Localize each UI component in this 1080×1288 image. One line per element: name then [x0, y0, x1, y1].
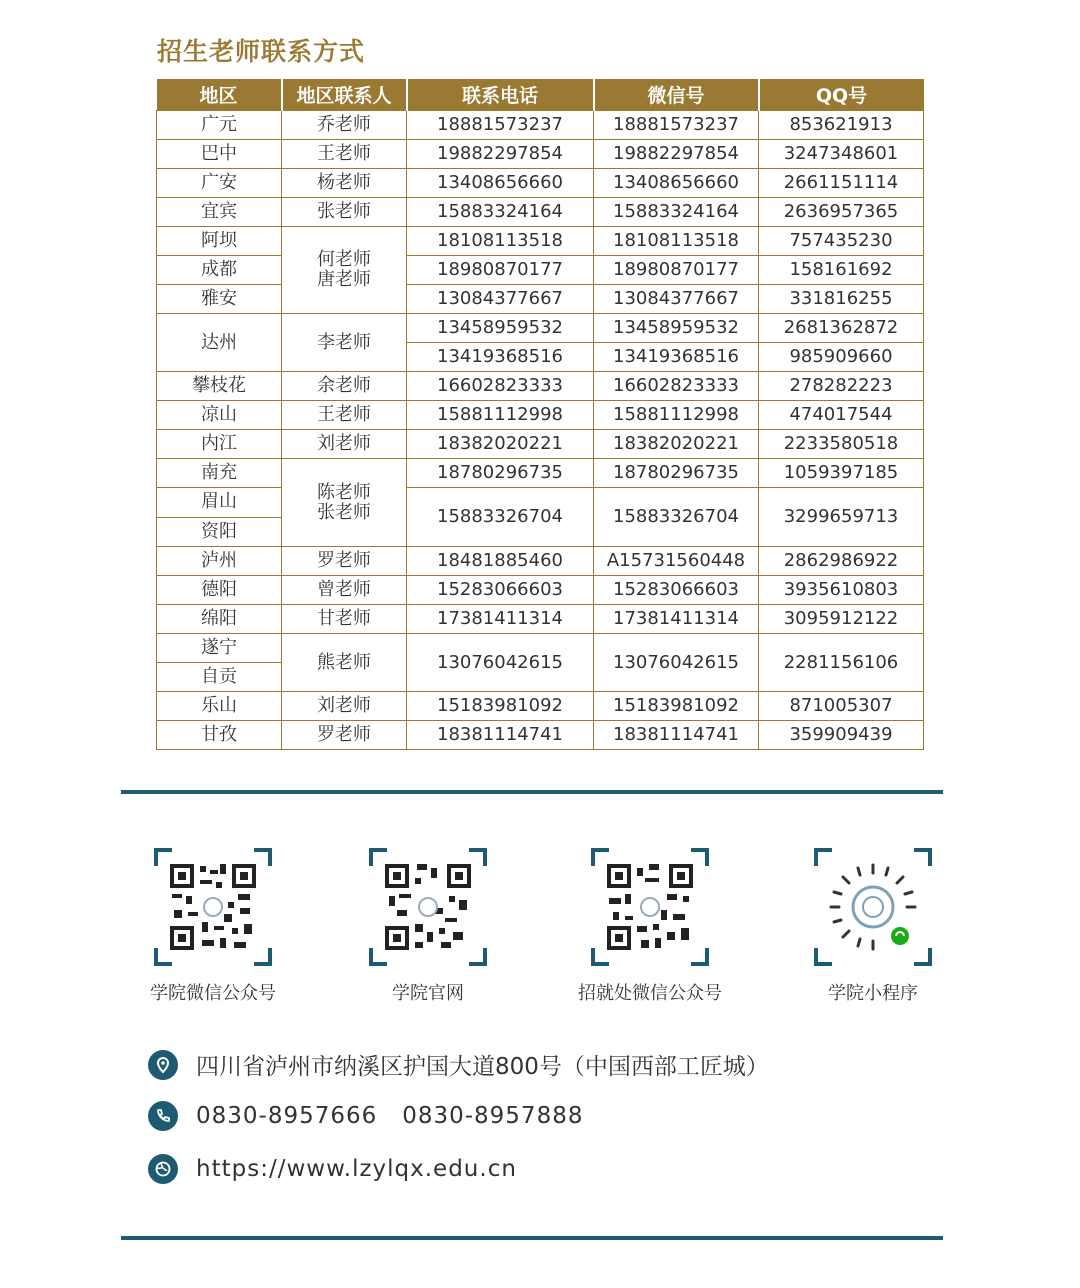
table-row [157, 372, 924, 401]
qq-cell: 757435230 [759, 227, 924, 256]
contact-cell [282, 401, 407, 430]
phone-cell: 19882297854 [407, 140, 594, 169]
qq-cell: 2681362872 [759, 314, 924, 343]
qr-code-icon [369, 848, 487, 966]
contact-cell [282, 111, 407, 140]
phone-icon [148, 1101, 178, 1131]
phone-cell: 18481885460 [407, 547, 594, 576]
contact-cell [282, 372, 407, 401]
region-name: 广元 [201, 114, 237, 136]
region-cell [157, 692, 282, 721]
contact-name: 陈老师 [317, 481, 371, 503]
region-name: 巴中 [201, 143, 237, 165]
table-row [157, 227, 924, 256]
table-row [157, 430, 924, 459]
region-name: 阿坝 [201, 230, 237, 252]
qr-website [328, 848, 528, 1005]
contact-name: 王老师 [317, 143, 371, 165]
qq-cell: 2862986922 [759, 547, 924, 576]
wechat-cell: 13408656660 [594, 169, 759, 198]
contact-cell [282, 605, 407, 634]
region-name: 德阳 [201, 579, 237, 601]
contact-name: 杨老师 [317, 172, 371, 194]
website-link[interactable]: https://www.lzylqx.edu.cn [196, 1156, 517, 1182]
region-name: 遂宁 [201, 637, 237, 659]
wechat-cell: 16602823333 [594, 372, 759, 401]
region-name: 成都 [201, 259, 237, 281]
section-divider-top [121, 790, 943, 794]
table-row [157, 547, 924, 576]
wechat-cell: 13076042615 [594, 634, 759, 692]
contact-table [156, 79, 924, 750]
qr-mini-program [773, 848, 973, 1005]
qq-cell: 331816255 [759, 285, 924, 314]
table-row [157, 140, 924, 169]
contact-name: 甘老师 [317, 608, 371, 630]
region-name: 凉山 [201, 404, 237, 426]
region-cell [157, 721, 282, 750]
contact-name: 唐老师 [317, 269, 371, 290]
header-qq: QQ号 [759, 79, 924, 111]
contact-name: 李老师 [317, 331, 371, 353]
qq-cell: 985909660 [759, 343, 924, 372]
wechat-cell: 13084377667 [594, 285, 759, 314]
location-pin-icon [148, 1050, 178, 1080]
region-name: 宜宾 [201, 201, 237, 223]
contact-cell [282, 459, 407, 547]
wechat-cell: 13458959532 [594, 314, 759, 343]
phone-cell: 13458959532 [407, 314, 594, 343]
qq-cell: 2233580518 [759, 430, 924, 459]
region-name: 甘孜 [201, 724, 237, 746]
region-cell [157, 634, 282, 663]
contact-name: 王老师 [317, 404, 371, 426]
phone-cell: 18382020221 [407, 430, 594, 459]
region-cell [157, 227, 282, 256]
qq-cell: 3299659713 [759, 488, 924, 547]
table-row [157, 692, 924, 721]
phone-cell: 13076042615 [407, 634, 594, 692]
contact-cell [282, 314, 407, 372]
phone-cell: 18108113518 [407, 227, 594, 256]
phone-cell: 15881112998 [407, 401, 594, 430]
section-divider-bottom [121, 1236, 943, 1240]
qq-cell: 2661151114 [759, 169, 924, 198]
phone-cell: 17381411314 [407, 605, 594, 634]
region-cell [157, 459, 282, 488]
phone-cell: 13419368516 [407, 343, 594, 372]
contact-name: 乔老师 [317, 114, 371, 136]
wechat-cell: 18780296735 [594, 459, 759, 488]
region-name: 广安 [201, 172, 237, 194]
region-cell [157, 488, 282, 547]
region-name: 乐山 [201, 695, 237, 717]
qr-label: 学院官网 [392, 983, 464, 1004]
phone-cell: 15183981092 [407, 692, 594, 721]
qq-cell: 278282223 [759, 372, 924, 401]
contact-cell [282, 430, 407, 459]
table-row [157, 459, 924, 488]
qr-label: 招就处微信公众号 [578, 983, 722, 1004]
region-name: 南充 [201, 462, 237, 484]
phone-cell: 15883326704 [407, 488, 594, 547]
table-row [157, 314, 924, 343]
address-row [148, 1048, 769, 1081]
region-name: 绵阳 [201, 608, 237, 630]
phone-cell: 16602823333 [407, 372, 594, 401]
region-name: 雅安 [201, 288, 237, 310]
region-name: 眉山 [157, 488, 281, 518]
region-cell [157, 314, 282, 372]
wechat-cell: A15731560448 [594, 547, 759, 576]
mini-program-code-icon [814, 848, 932, 966]
qq-cell: 871005307 [759, 692, 924, 721]
table-row [157, 111, 924, 140]
qq-cell: 474017544 [759, 401, 924, 430]
contact-name: 余老师 [317, 375, 371, 397]
phone-cell: 13408656660 [407, 169, 594, 198]
table-row [157, 256, 924, 285]
contact-cell [282, 576, 407, 605]
wechat-cell: 15283066603 [594, 576, 759, 605]
qq-cell: 3247348601 [759, 140, 924, 169]
region-name: 资阳 [201, 520, 237, 542]
contact-name: 罗老师 [317, 724, 371, 746]
region-cell [157, 111, 282, 140]
wechat-cell: 18381114741 [594, 721, 759, 750]
table-row [157, 721, 924, 750]
contact-cell [282, 721, 407, 750]
wechat-cell: 19882297854 [594, 140, 759, 169]
wechat-cell: 17381411314 [594, 605, 759, 634]
wechat-cell: 18108113518 [594, 227, 759, 256]
qq-cell: 2636957365 [759, 198, 924, 227]
wechat-cell: 15883324164 [594, 198, 759, 227]
contact-cell [282, 692, 407, 721]
region-cell [157, 430, 282, 459]
table-row [157, 285, 924, 314]
qr-label: 学院微信公众号 [150, 983, 276, 1004]
contact-cell [282, 169, 407, 198]
header-wechat: 微信号 [594, 79, 759, 111]
contact-cell [282, 547, 407, 576]
phone-cell: 18381114741 [407, 721, 594, 750]
qr-code-icon [154, 848, 272, 966]
phone-numbers: 0830-8957666 0830-8957888 [196, 1103, 584, 1129]
region-cell [157, 605, 282, 634]
region-cell [157, 576, 282, 605]
region-cell [157, 169, 282, 198]
contact-name: 张老师 [317, 201, 371, 223]
contact-name: 刘老师 [317, 433, 371, 455]
qq-cell: 1059397185 [759, 459, 924, 488]
region-cell [157, 256, 282, 285]
phone-cell: 15883324164 [407, 198, 594, 227]
region-name: 攀枝花 [192, 375, 246, 397]
header-contact: 地区联系人 [282, 79, 407, 111]
phone-cell: 18881573237 [407, 111, 594, 140]
header-phone: 联系电话 [407, 79, 594, 111]
phone-cell: 13084377667 [407, 285, 594, 314]
region-name: 达州 [201, 331, 237, 353]
region-cell [157, 140, 282, 169]
page-title: 招生老师联系方式 [157, 37, 366, 66]
qq-cell: 158161692 [759, 256, 924, 285]
phone-cell: 15283066603 [407, 576, 594, 605]
contact-name: 熊老师 [317, 651, 371, 673]
table-row [157, 576, 924, 605]
wechat-cell: 15883326704 [594, 488, 759, 547]
globe-icon [148, 1154, 178, 1184]
contact-name: 张老师 [317, 501, 371, 523]
contact-name: 何老师 [317, 249, 371, 271]
region-cell [157, 401, 282, 430]
contact-cell [282, 634, 407, 692]
header-region: 地区 [157, 79, 282, 111]
region-cell [157, 547, 282, 576]
contact-name: 曾老师 [317, 579, 371, 601]
phone-row [148, 1101, 583, 1131]
wechat-cell: 15881112998 [594, 401, 759, 430]
wechat-cell: 13419368516 [594, 343, 759, 372]
phone-cell: 18780296735 [407, 459, 594, 488]
wechat-cell: 18881573237 [594, 111, 759, 140]
region-name: 内江 [201, 433, 237, 455]
qq-cell: 3935610803 [759, 576, 924, 605]
region-cell [157, 663, 282, 692]
table-row [157, 634, 924, 663]
table-row [157, 401, 924, 430]
qr-code-icon [591, 848, 709, 966]
qr-label: 学院小程序 [828, 983, 918, 1004]
qq-cell: 2281156106 [759, 634, 924, 692]
qq-cell: 3095912122 [759, 605, 924, 634]
address-text: 四川省泸州市纳溪区护国大道800号（中国西部工匠城） [196, 1054, 769, 1080]
qq-cell: 853621913 [759, 111, 924, 140]
qq-cell: 359909439 [759, 721, 924, 750]
contact-cell [282, 198, 407, 227]
contact-cell [282, 140, 407, 169]
contact-name: 刘老师 [317, 695, 371, 717]
table-row [157, 605, 924, 634]
table-row [157, 169, 924, 198]
table-row [157, 198, 924, 227]
region-cell [157, 372, 282, 401]
contact-name: 罗老师 [317, 550, 371, 572]
contact-cell [282, 227, 407, 314]
region-name: 泸州 [201, 550, 237, 572]
qr-admissions-wechat [550, 848, 750, 1005]
website-row [148, 1154, 517, 1184]
wechat-cell: 18382020221 [594, 430, 759, 459]
region-cell [157, 285, 282, 314]
table-header-row [157, 79, 924, 111]
qr-wechat-official [113, 848, 313, 1005]
region-cell [157, 198, 282, 227]
wechat-cell: 15183981092 [594, 692, 759, 721]
region-name: 自贡 [201, 666, 237, 688]
wechat-cell: 18980870177 [594, 256, 759, 285]
phone-cell: 18980870177 [407, 256, 594, 285]
